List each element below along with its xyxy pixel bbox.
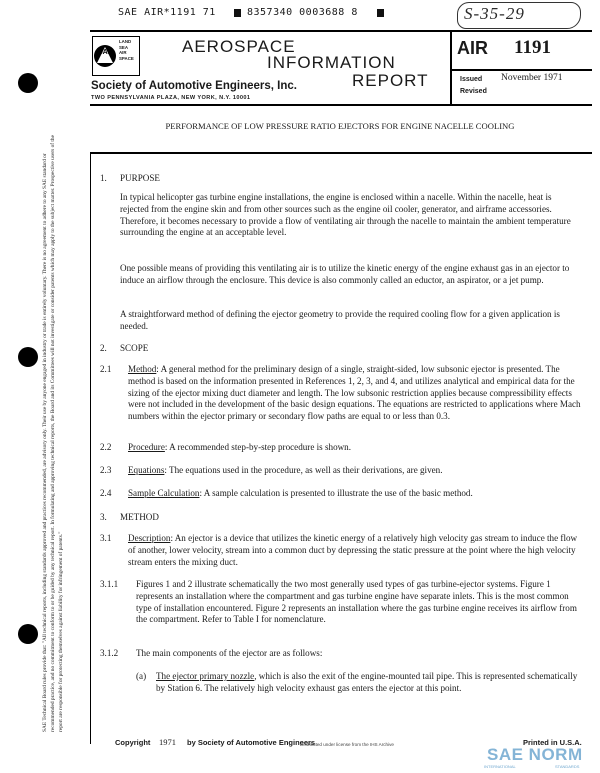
section-2-3-number: 2.3 [100,465,112,475]
section-2-number: 2. [100,343,107,353]
section-2-4-number: 2.4 [100,488,112,498]
section-2-3-term: Equations [128,465,165,475]
section-3-1-1-text: Figures 1 and 2 illustrate schematically the two most generally used types of gas turbine-ejector systems. Figure 1 represents an installation where the compartment and gas turbine engine have separate inlets. This is the most common type of installation encountered. Figure 2 represents an installation where the gas turbine engine receives its airflow from the compartment. Refer to Table I for nomenclature. [136,579,577,625]
section-2-4-term: Sample Calculation [128,488,200,498]
section-3-1-1-number: 3.1.1 [100,579,119,589]
air-label: AIR [457,38,488,58]
section-2-2-text: : A recommended step-by-step procedure is shown. [164,442,351,452]
punch-hole-middle [18,347,38,367]
society-address: TWO PENNSYLVANIA PLAZA, NEW YORK, N.Y. 10001 [91,95,251,101]
printed-in: Printed in U.S.A. [523,738,582,747]
section-3-1-2-number: 3.1.2 [100,648,119,658]
header-top-rule [90,30,592,32]
section-3-1-text: : An ejector is a device that utilizes the kinetic energy of a relatively high velocity gas stream to induce the flow of another, lower velocity, stream into a common duct by depressing the static pressure at the point where the high velocity stream enters the mixing duct. [128,533,578,567]
section-2-2-body [128,442,582,454]
section-2-1-number: 2.1 [100,364,112,374]
item-a-body [156,671,582,695]
section-2-4-text: : A sample calculation is presented to illustrate the use of the basic method. [199,488,473,498]
air-box-rule [452,69,592,71]
section-3-number: 3. [100,512,107,522]
purpose-paragraph-1: In typical helicopter gas turbine engine installations, the engine is enclosed within a nacelle. Within the nacelle, heat is rejected from the engine skin and from other sources such as the engine oil cooler, generator, and airframe accessories. Therefore, it becomes necessary to provide a flow of ventilating air through the nacelle to maintain the ambient temperature surrounding the engine at an acceptable level. [120,192,571,238]
revised-label: Revised [460,88,487,95]
air-number: 1191 [514,37,551,58]
punch-hole-top [18,73,38,93]
section-2-1-text: : A general method for the preliminary design of a single, straight-sided, low subsonic ejector is presented. The method is based on the information presented in References 1, 2, 3, and 4, and utilizes analytical and empirical data for the sizing of the ejector mixing duct diameter and length. The low subsonic restriction applies because compressibility effects were not included in the development of the basic design equations. The equations are restricted to applications where Mach numbers within the ejector primary or secondary flow paths are equal to or less than 0.3. [128,364,581,422]
section-3-1-body [128,533,582,568]
scan-block-mark [234,9,241,17]
section-1-number: 1. [100,173,107,183]
document-title: PERFORMANCE OF LOW PRESSURE RATIO EJECTORS FOR ENGINE NACELLE COOLING [165,121,515,131]
watermark-left: INTERNATIONAL [484,764,516,769]
logo-word-sea: SEA [119,44,129,50]
item-a-text: , which is also the exit of the engine-mounted tail pipe. This is represented schematically by Station 6. The relatively high velocity exhaust gas enters the ejector at this point. [156,671,578,693]
scan-block-mark-2 [377,9,384,17]
section-2-2-term: Procedure [128,442,165,452]
distributed-notice: Distributed under license from the IHS Archive [300,742,394,747]
purpose-paragraph-2: One possible means of providing this ventilating air is to utilize the kinetic energy of the engine exhaust gas in an ejector to induce an airflow through the enclosure. This device is also commonly called an eductor, an aspirator, or a jet pump. [120,263,570,285]
section-3-1-term: Description [128,533,171,543]
section-2-1-term: Method [128,364,157,374]
content-left-rule [90,152,91,744]
sidebar-notice: SAE Technical Board rules provide that: "All technical reports, including standards approved and practices recommended, are advisory only. Their use by anyone engaged in industry or trade is entirely voluntary. There is no agreement to adhere to any SAE standard or recommended practice, and no commitment to conform to or be guided by any technical report. In formulating and approving technical reports, the Board and its Committees will not investigate or consider patents which may apply to the subject matter. Prospective users of the report are responsible for protecting themselves against liability for infringement of patents." [42,135,65,732]
copyright-year: 1971 [159,737,176,747]
watermark-logo: SAE NORM [487,745,583,764]
scan-code-right: 8357340 0003688 8 [247,7,358,18]
logo-word-land: LAND [119,39,132,44]
issued-label: Issued [460,76,483,83]
copyright-by: by Society of Automotive Engineers [187,738,316,747]
sae-logo [92,36,140,76]
handwritten-oval [457,2,581,29]
section-3-1-number: 3.1 [100,533,112,543]
section-2-heading: SCOPE [120,343,149,353]
section-1-heading: PURPOSE [120,173,160,183]
section-2-4-body [128,488,582,500]
logo-word-air: AIR [119,50,127,56]
item-a-term: The ejector primary nozzle [156,671,255,681]
punch-hole-bottom [18,624,38,644]
purpose-paragraph-3: A straightforward method of defining the ejector geometry to provide the required cooling flow for a given application is needed. [120,309,560,331]
watermark-right: STANDARDS [555,764,580,769]
handwritten-code: S-35-29 [464,4,525,23]
title-rule [90,152,592,154]
logo-word-space: SPACE [119,55,134,61]
header-divider [450,30,452,106]
section-2-3-body [128,465,582,477]
scan-code-left: SAE AIR*1191 71 [118,7,216,18]
title-report: REPORT [352,71,429,90]
copyright-word: Copyright [115,738,151,747]
header-bottom-rule [90,104,592,106]
society-name: Society of Automotive Engineers, Inc. [91,80,297,92]
item-a-label: (a) [136,671,147,681]
section-3-heading: METHOD [120,512,159,522]
title-information: INFORMATION [267,53,396,72]
section-3-1-2-text: The main components of the ejector are as follows: [136,648,323,658]
section-2-3-text: : The equations used in the procedure, as well as their derivations, are given. [164,465,443,475]
issued-date: November 1971 [501,73,563,83]
section-2-2-number: 2.2 [100,442,112,452]
sae-logo-letters: SAE [98,49,113,56]
title-aerospace: AEROSPACE [182,37,296,56]
section-2-1-body [128,364,582,423]
